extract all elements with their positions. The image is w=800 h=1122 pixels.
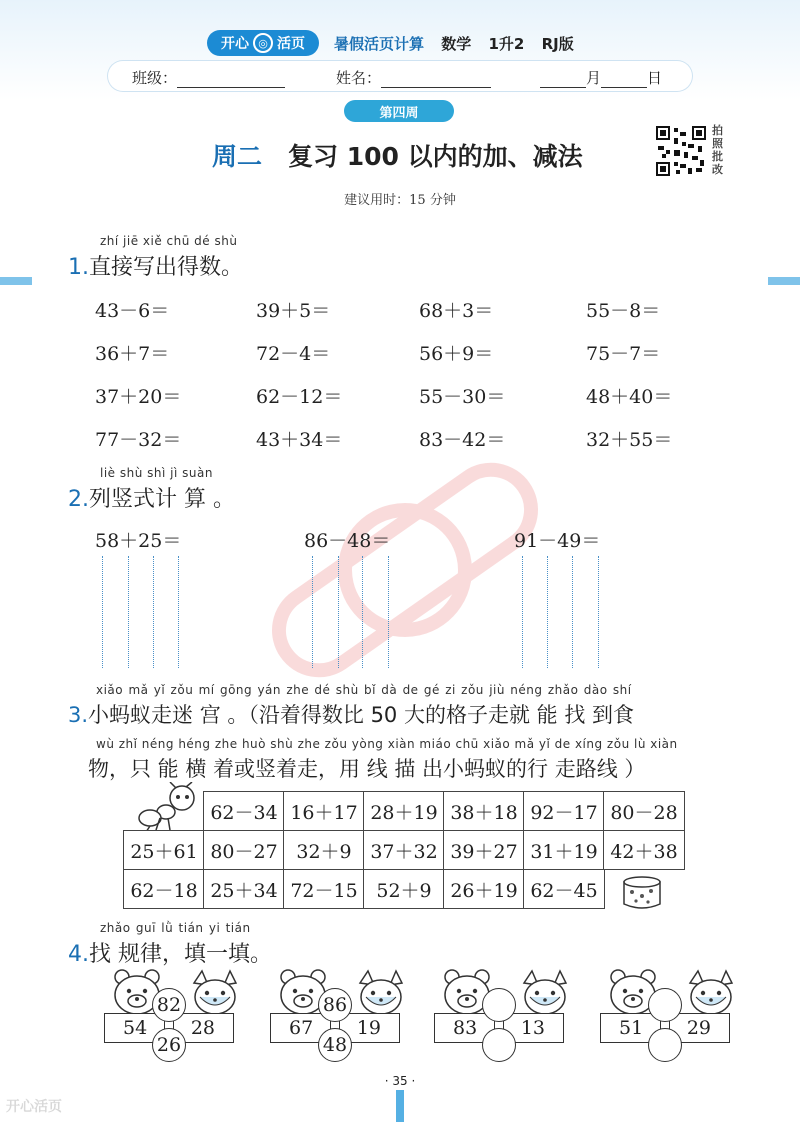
page-number: · 35 · [384,1074,416,1088]
name-label: 姓名： [336,69,382,87]
qr-caption-char: 照 [712,137,723,150]
title-day: 周二 [212,142,263,171]
q1-expression: 83－42＝ [419,429,506,451]
week-badge: 第四周 [344,100,454,122]
q2-number: 2. [68,487,89,512]
q1-heading [68,250,243,281]
q3-pinyin-line2: wù zhǐ néng héng zhe huò shù zhe zǒu yòng xiàn miáo chū xiǎo mǎ yǐ de xíng zǒu lù xiàn [96,737,678,751]
qr-caption [712,124,728,176]
q1-expression: 68＋3＝ [419,300,494,322]
q4-text: 找 规律，填一填。 [89,942,272,967]
column-guide [128,556,129,668]
page-title [212,137,583,173]
brand-watermark [240,420,570,720]
column-guide [312,556,313,668]
q4-top-circle[interactable] [648,988,682,1022]
column-guide [547,556,548,668]
q3-number: 3. [68,703,89,727]
day-label: 日 [647,69,663,87]
q4-left-number: 54 [123,1017,148,1039]
q1-expression: 36＋7＝ [95,343,170,365]
q1-expression: 77－32＝ [95,429,182,451]
edition: RJ版 [541,35,574,53]
q4-bottom-circle[interactable] [648,1028,682,1062]
q4-bottom-circle[interactable] [482,1028,516,1062]
maze-cell[interactable]: 62－45 [523,869,605,909]
maze-cell[interactable]: 80－28 [603,791,685,831]
maze-cell[interactable]: 28＋19 [363,791,445,831]
q4-bottom-circle: 48 [318,1028,352,1062]
maze-cell[interactable]: 16＋17 [283,791,365,831]
q3-pinyin-line1: xiǎo mǎ yǐ zǒu mí gōng yán zhe dé shù bǐ dà de gé zi zǒu jiù néng zhǎo dào shí [96,683,632,697]
q4-right-number: 13 [520,1017,545,1039]
maze-cell[interactable]: 25＋34 [203,869,285,909]
column-guide [153,556,154,668]
maze-cell[interactable]: 62－18 [123,869,205,909]
time-hint: 建议用时：15 分钟 [344,193,456,208]
date-field[interactable] [540,67,662,88]
maze-cell[interactable]: 31＋19 [523,830,605,870]
left-edge-tab [0,277,32,285]
maze-cell[interactable]: 62－34 [203,791,285,831]
q1-expression: 39＋5＝ [256,300,331,322]
q4-pinyin: zhǎo guī lǜ tián yi tián [100,921,251,935]
q4-number: 4. [68,942,89,967]
q2-expression: 86－48＝ [304,530,391,552]
q4-right-number: 29 [686,1017,711,1039]
q1-expression: 55－30＝ [419,386,506,408]
column-guide [572,556,573,668]
q1-expression: 56＋9＝ [419,343,494,365]
name-field[interactable] [336,67,491,88]
day-blank[interactable] [601,73,647,88]
q2-text: 列竖式计 算 。 [89,487,235,512]
q4-right-number: 28 [190,1017,215,1039]
maze-cell[interactable]: 38＋18 [443,791,525,831]
q4-right-number: 19 [356,1017,381,1039]
q1-expression: 37＋20＝ [95,386,182,408]
maze-cell[interactable]: 32＋9 [283,830,365,870]
ant-icon [136,782,202,832]
right-edge-tab [768,277,800,285]
title-text: 复习 100 以内的加、减法 [288,142,583,171]
footer-logo: 开心活页 [6,1099,62,1115]
series-name: 暑假活页计算 [334,35,425,53]
column-guide [388,556,389,668]
name-blank[interactable] [381,73,491,88]
month-blank[interactable] [540,73,586,88]
brand-word-2: 活页 [277,36,305,52]
q2-expression: 58＋25＝ [95,530,182,552]
q4-left-number: 51 [619,1017,644,1039]
maze-cell[interactable]: 72－15 [283,869,365,909]
q4-left-number: 83 [453,1017,478,1039]
subject: 数学 [441,35,472,53]
q4-heading [68,937,272,968]
maze-cell[interactable]: 37＋32 [363,830,445,870]
column-guide [178,556,179,668]
maze-cell[interactable]: 25＋61 [123,830,205,870]
column-guide [598,556,599,668]
maze-cell[interactable]: 80－27 [203,830,285,870]
q1-expression: 43＋34＝ [256,429,343,451]
q1-expression: 32＋55＝ [586,429,673,451]
q1-text: 直接写出得数。 [89,255,244,280]
class-field[interactable] [132,67,285,88]
bottom-tab [396,1090,404,1122]
column-guide [362,556,363,668]
q3-text-line2: 物，只 能 横 着或竖着走，用 线 描 出小蚂蚁的行 走路线 ） [88,757,646,781]
q1-number: 1. [68,255,89,280]
q4-left-number: 67 [289,1017,314,1039]
q4-bottom-circle: 26 [152,1028,186,1062]
q1-expression: 62－12＝ [256,386,343,408]
q3-text-line1: 小蚂蚁走迷 宫 。（沿着得数比 50 大的格子走就 能 找 到食 [88,703,634,727]
column-guide [338,556,339,668]
maze-cell[interactable]: 42＋38 [603,830,685,870]
q2-expression: 91－49＝ [514,530,601,552]
q1-expression: 75－7＝ [586,343,661,365]
series-info [334,33,586,54]
column-guide [522,556,523,668]
q3-heading [68,699,634,729]
grade: 1升2 [488,35,525,53]
column-guide [102,556,103,668]
q1-expression: 48＋40＝ [586,386,673,408]
maze-cell[interactable]: 39＋27 [443,830,525,870]
class-blank[interactable] [177,73,285,88]
qr-caption-char: 批 [712,150,723,163]
maze-cell[interactable]: 52＋9 [363,869,445,909]
qr-caption-char: 拍 [712,124,723,137]
q4-top-circle: 86 [318,988,352,1022]
brand-word-1: 开心 [221,36,249,52]
q1-pinyin: zhí jiē xiě chū dé shù [100,234,238,248]
qr-caption-char: 改 [712,163,723,176]
q4-top-circle: 82 [152,988,186,1022]
q2-heading [68,482,235,513]
brand-logo [207,30,319,56]
q1-expression: 55－8＝ [586,300,661,322]
food-icon [620,872,664,912]
q4-top-circle[interactable] [482,988,516,1022]
qr-code-icon[interactable] [656,126,706,176]
maze-cell[interactable]: 92－17 [523,791,605,831]
student-info-bar [108,61,692,91]
q2-pinyin: liè shù shì jì suàn [100,466,213,480]
q1-expression: 43－6＝ [95,300,170,322]
class-label: 班级： [132,69,178,87]
q1-expression: 72－4＝ [256,343,331,365]
month-label: 月 [586,69,602,87]
maze-cell[interactable]: 26＋19 [443,869,525,909]
brand-circle-icon: ◎ [253,33,273,53]
